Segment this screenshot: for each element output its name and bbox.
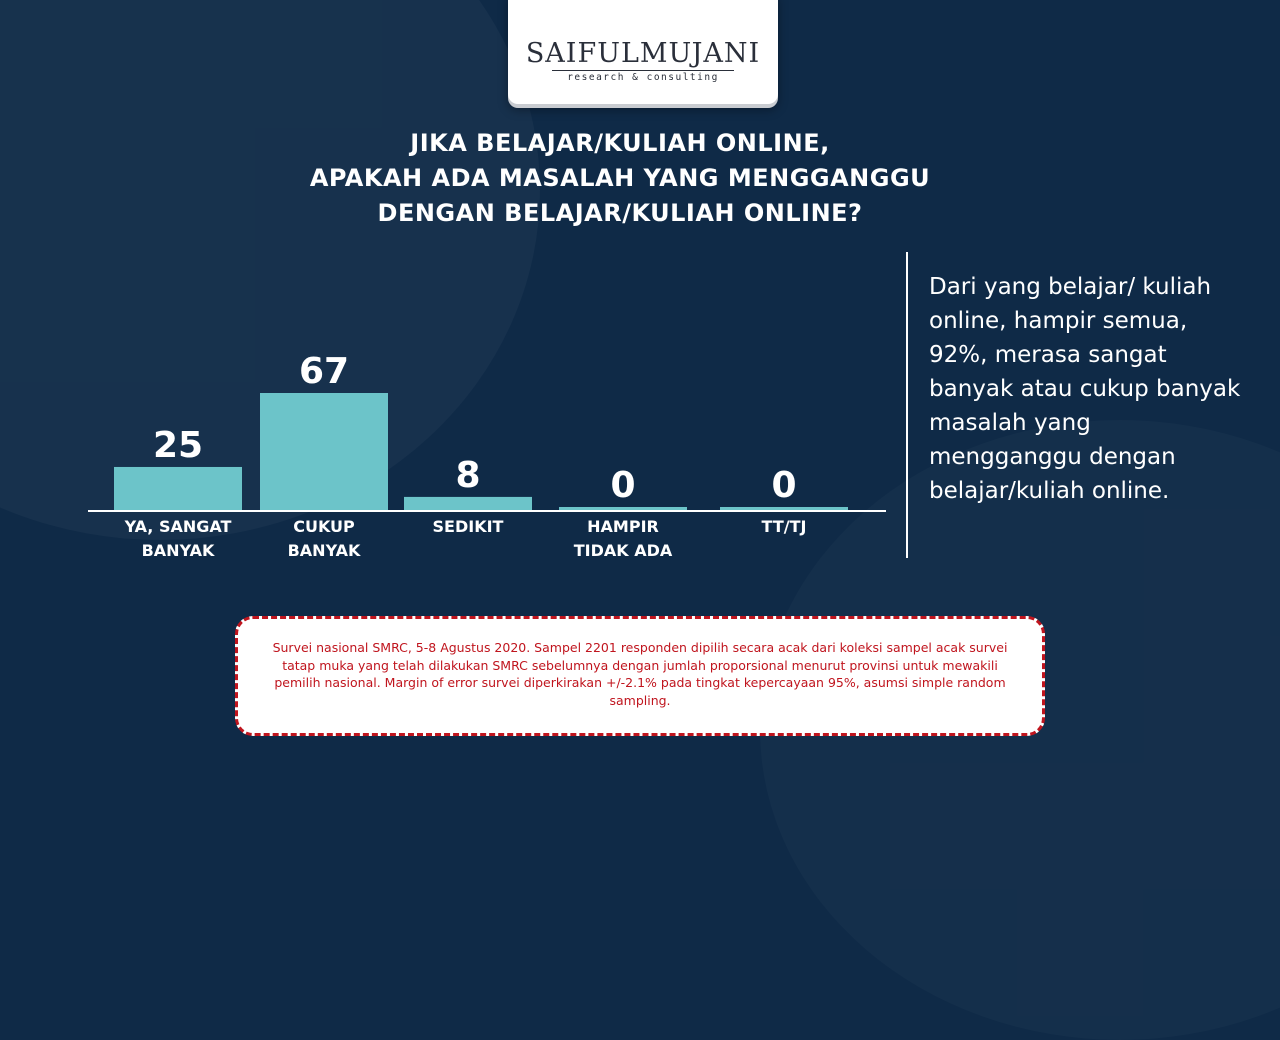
- summary-note: Dari yang belajar/ kuliah online, hampir semua, 92%, merasa sangat banyak atau cukup banyak masalah yang mengganggu dengan belajar/kuliah online.: [929, 274, 1241, 504]
- category-label-4: TIDAK ADA: [573, 541, 673, 560]
- bar-2: [260, 393, 388, 511]
- bar-value-label-3: 8: [455, 454, 481, 496]
- category-label-2: CUKUP: [293, 517, 355, 536]
- bar-1: [114, 467, 242, 511]
- vertical-divider: [906, 252, 908, 558]
- bar-chart: [0, 0, 900, 580]
- logo-tagline: research & consulting: [567, 72, 719, 83]
- bar-value-label-4: 0: [610, 465, 636, 506]
- category-label-2: BANYAK: [287, 541, 361, 560]
- logo-name: SAIFULMUJANI: [525, 38, 761, 69]
- category-label-5: TT/TJ: [761, 517, 807, 536]
- title-line-2: APAKAH ADA MASALAH YANG MENGGANGGU: [309, 164, 931, 192]
- category-label-4: HAMPIR: [587, 517, 659, 536]
- category-label-1: YA, SANGAT: [124, 517, 232, 536]
- category-label-3: SEDIKIT: [432, 517, 504, 536]
- bar-3: [404, 497, 532, 511]
- bar-value-label-5: 0: [771, 465, 797, 506]
- bar-value-label-2: 67: [298, 351, 350, 392]
- category-label-1: BANYAK: [141, 541, 215, 560]
- title-line-1: JIKA BELAJAR/KULIAH ONLINE,: [410, 129, 830, 157]
- survey-footnote: Survei nasional SMRC, 5-8 Agustus 2020. Sampel 2201 responden dipilih secara acak dari koleksi sampel acak survei tatap muka yang telah dilakukan SMRC sebelumnya dengan jumlah proporsional menurut provinsi untuk mewakili pemilih nasional. Margin of error survei diperkirakan +/-2.1% pada tingkat kepercayaan 95%, asumsi simple random sampling.: [235, 616, 1045, 736]
- bar-value-label-1: 25: [152, 424, 204, 466]
- title-line-3: DENGAN BELAJAR/KULIAH ONLINE?: [377, 199, 863, 227]
